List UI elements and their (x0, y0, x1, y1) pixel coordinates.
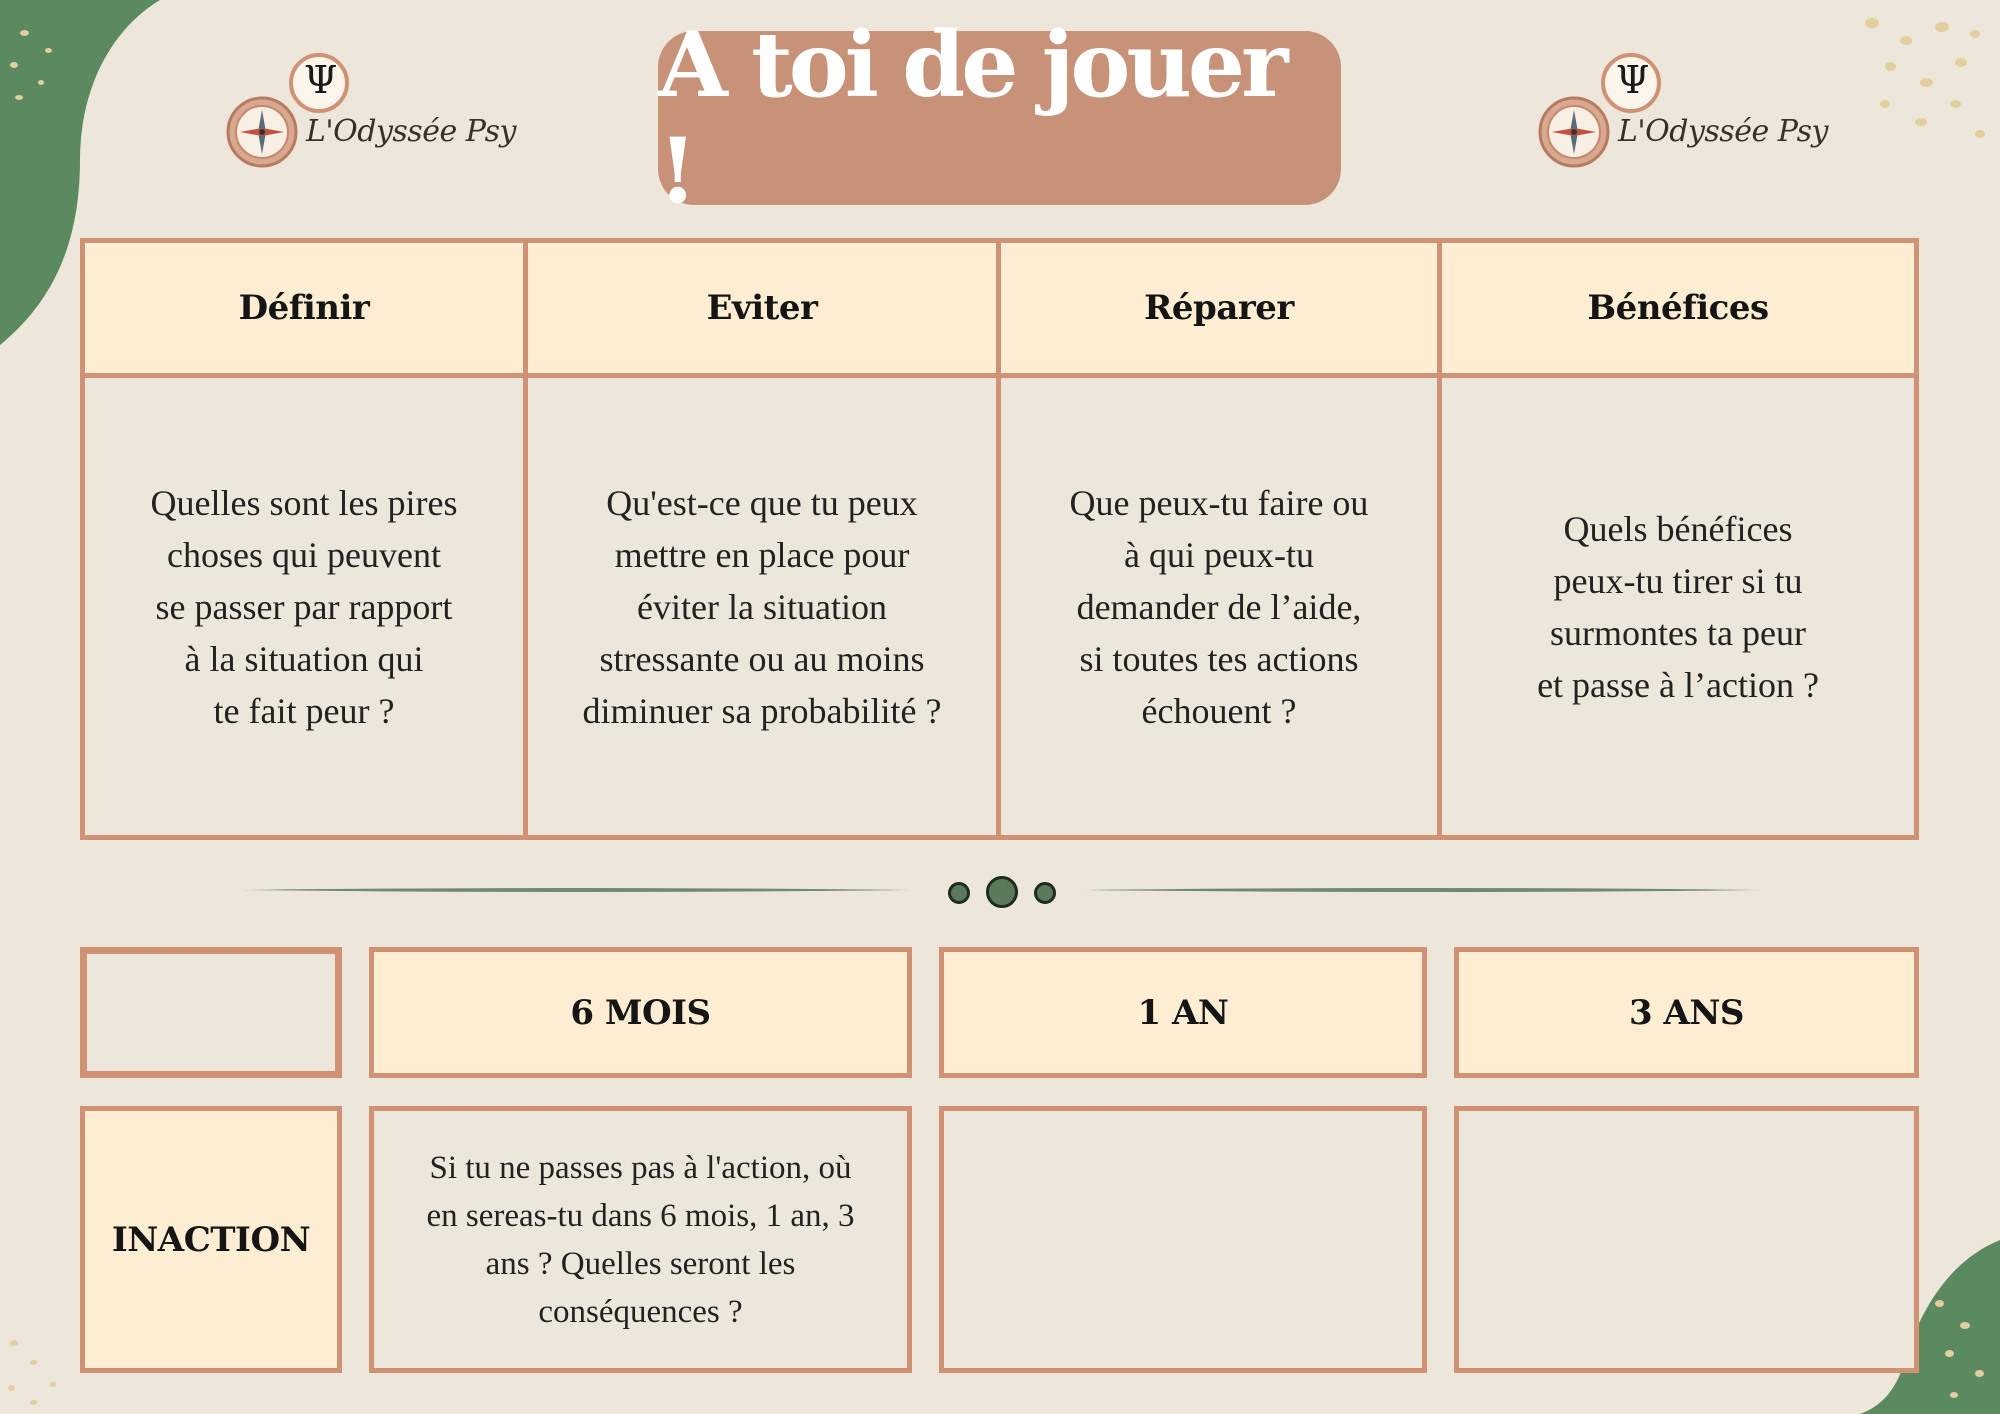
cell-text: Que peux-tu faire ou à qui peux-tu demander de l’aide, si toutes tes actions échouent ? (1069, 482, 1369, 731)
table2-header-3-ans (1454, 947, 1919, 1078)
table1-cell-eviter (523, 373, 1001, 840)
header-label: Eviter (706, 288, 818, 328)
table1-header-benefices (1437, 238, 1919, 378)
header-label: 6 MOIS (570, 992, 711, 1033)
divider-dot-large (986, 876, 1018, 908)
divider-line-left (240, 886, 910, 894)
cell-text: Si tu ne passes pas à l'action, où en sereas-tu dans 6 mois, 1 an, 3 ans ? Quelles seront les conséquences ? (426, 1149, 855, 1330)
title-banner (658, 12, 1341, 224)
header-label: 3 ANS (1628, 992, 1744, 1033)
cell-text: Qu'est-ce que tu peux mettre en place pour éviter la situation stressante ou au moins diminuer sa probabilité ? (582, 482, 942, 731)
cell-text: Quelles sont les pires choses qui peuvent se passer par rapport à la situation qui te fait peur ? (150, 482, 458, 731)
cell-text: Quels bénéfices peux-tu tirer si tu surmontes ta peur et passe à l’action ? (1537, 508, 1819, 705)
brand-name: L'Odyssée Psy (1618, 114, 1828, 149)
table2-header-6-mois (369, 947, 912, 1078)
table2-row-label-inaction (80, 1106, 342, 1373)
page-title: A toi de jouer ! (658, 12, 1285, 224)
divider-line-right (1084, 886, 1760, 894)
table1-header-reparer (996, 238, 1442, 378)
header-label: Définir (238, 288, 370, 328)
divider-dot-small (948, 882, 970, 904)
table2-cell-1-an (939, 1106, 1427, 1373)
table1-header-definir (80, 238, 528, 378)
logo-right (1536, 50, 1828, 190)
table1-cell-benefices (1437, 373, 1919, 840)
header-label: Réparer (1144, 288, 1294, 328)
psi-symbol: Ψ (304, 58, 338, 102)
table1-cell-definir (80, 373, 528, 840)
header-label: Bénéfices (1587, 288, 1769, 328)
table2-cell-6-mois (369, 1106, 912, 1373)
psi-symbol: Ψ (1616, 58, 1650, 102)
logo-left (224, 50, 516, 190)
table1-cell-reparer (996, 373, 1442, 840)
table2-cell-3-ans (1454, 1106, 1919, 1373)
table2-header-1-an (939, 947, 1427, 1078)
header-label: 1 AN (1137, 992, 1229, 1033)
row-label: INACTION (111, 1219, 311, 1260)
table1-header-eviter (523, 238, 1001, 378)
divider-dot-small (1034, 882, 1056, 904)
brand-name: L'Odyssée Psy (306, 114, 516, 149)
table2-empty-corner (80, 947, 342, 1078)
